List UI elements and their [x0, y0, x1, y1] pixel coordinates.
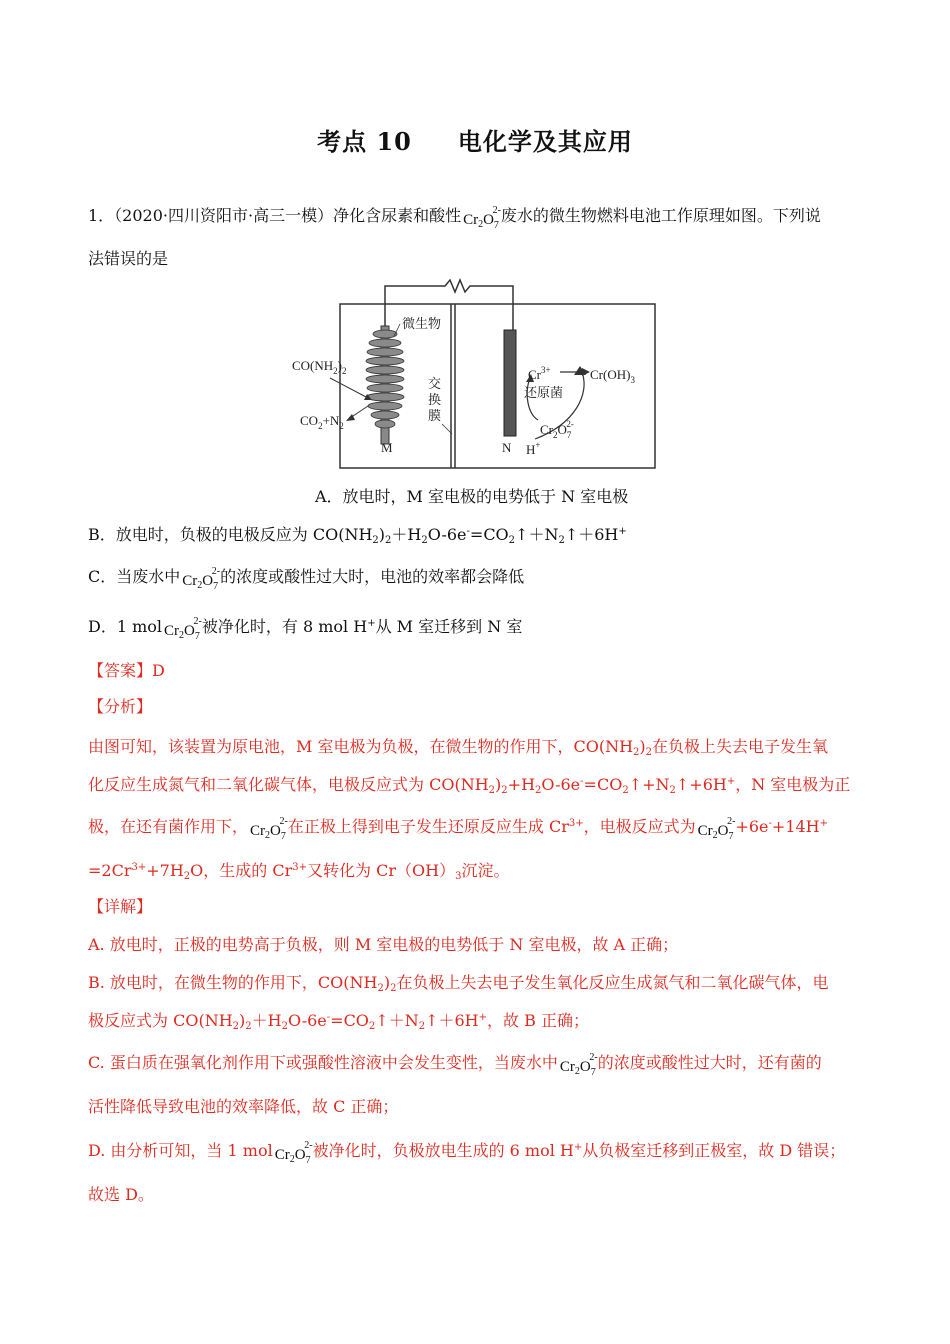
label-membrane-1: 交: [428, 376, 442, 391]
title-main: 电化学及其应用: [457, 127, 633, 156]
detail-label: 【详解】: [88, 897, 153, 916]
fuel-cell-svg: [290, 274, 670, 474]
option-C: C．当废水中 $Cr_2O_7$ 2- 的浓度或酸性过大时，电池的效率都会降低: [88, 566, 525, 592]
label-membrane-3: 膜: [428, 408, 442, 423]
answer-label: 【答案】D: [88, 661, 165, 680]
label-membrane-2: 换: [428, 392, 442, 407]
detail-D-line-1: D. 由分析可知，当 1 mol $Cr_2O_7$ 2- 被净化时，负极放电生成的 6 mol H+从负极室迁移到正极室，故 D 错误；: [88, 1140, 846, 1166]
detail-A: A. 放电时，正极的电势高于负极，则 M 室电极的电势低于 N 室电极，故 A 正确；: [88, 935, 679, 954]
fuel-cell-diagram: [290, 274, 670, 474]
label-M: M: [381, 440, 393, 455]
option-B: B．放电时，负极的电极反应为 $CO(NH_2)_2+H_2O-6e^-=CO_2↑+N_2↑+6H^+$: [88, 525, 627, 546]
detail-B-line-2: 极反应式为 $CO(NH_2)_2+H_2O-6e^-=CO_2↑+N_2↑+6H^+$，故 B 正确；: [88, 1011, 589, 1032]
label-H: H+: [526, 440, 541, 457]
microbe-cluster: [366, 330, 404, 428]
label-microbe: 微生物: [402, 316, 442, 331]
label-co2-n2: $CO_2+N_2$: [300, 413, 344, 431]
detail-C-line-1: C. 蛋白质在强氧化剂作用下或强酸性溶液中会发生变性，当废水中 $Cr_2O_7$ 2- 的浓度或酸性过大时，还有菌的: [88, 1052, 822, 1078]
analysis-line-4: $=2Cr^{3+}+7H_2O$，生成的 $Cr^{3+}$又转化为 $Cr(OH)_3$沉淀。: [88, 861, 510, 882]
detail-C-line-2: 活性降低导致电池的效率降低，故 C 正确；: [88, 1097, 399, 1116]
analysis-line-1: 由图可知，该装置为原电池，M 室电极为负极，在微生物的作用下，$CO(NH_2)_2$在负极上失去电子发生氧: [88, 737, 829, 758]
question-line-1: 1．（2020·四川资阳市·高三一模）净化含尿素和酸性 $Cr_2O_7$ 2- 废水的微生物燃料电池工作原理如图。下列说: [88, 205, 821, 231]
electrode-N: [504, 330, 516, 436]
label-urea: $CO(NH_2)_2$: [292, 358, 347, 376]
page-title: [0, 122, 950, 157]
title-prefix: 考点 10: [317, 127, 412, 156]
option-A: A．放电时，M 室电极的电势低于 N 室电极: [315, 487, 629, 506]
option-D: D．1 mol $Cr_2O_7$ 2- 被净化时，有 8 mol H+从 M 室迁移到 N 室: [88, 616, 523, 642]
analysis-label: 【分析】: [88, 697, 153, 716]
label-dichromate: $Cr_2O_72-$: [540, 419, 574, 440]
label-reducing-bacteria: 还原菌: [524, 385, 564, 400]
analysis-line-3: 极，在还有菌作用下， $Cr_2O_7$ 2- 在正极上得到电子发生还原反应生成 $Cr^{3+}$，电极反应式为 $Cr_2O_7$ 2- +6e-+14H+: [88, 816, 829, 842]
dichromate-ion: $Cr_2O_7$ 2-: [463, 205, 501, 231]
label-N: N: [502, 440, 512, 455]
analysis-line-2: 化反应生成氮气和二氧化碳气体，电极反应式为 $CO(NH_2)_2+H_2O-6e^-=CO_2↑+N_2↑+6H^+$，N 室电极为正: [88, 775, 851, 796]
label-croh3: $Cr(OH)_3$: [590, 367, 635, 385]
label-cr3: $Cr^{3+}$: [528, 365, 551, 382]
detail-B-line-1: B. 放电时，在微生物的作用下，$CO(NH_2)_2$在负极上失去电子发生氧化反应生成氮气和二氧化碳气体，电: [88, 973, 829, 994]
detail-D-line-2: 故选 D。: [88, 1185, 154, 1204]
question-line-2: 法错误的是: [88, 249, 169, 268]
